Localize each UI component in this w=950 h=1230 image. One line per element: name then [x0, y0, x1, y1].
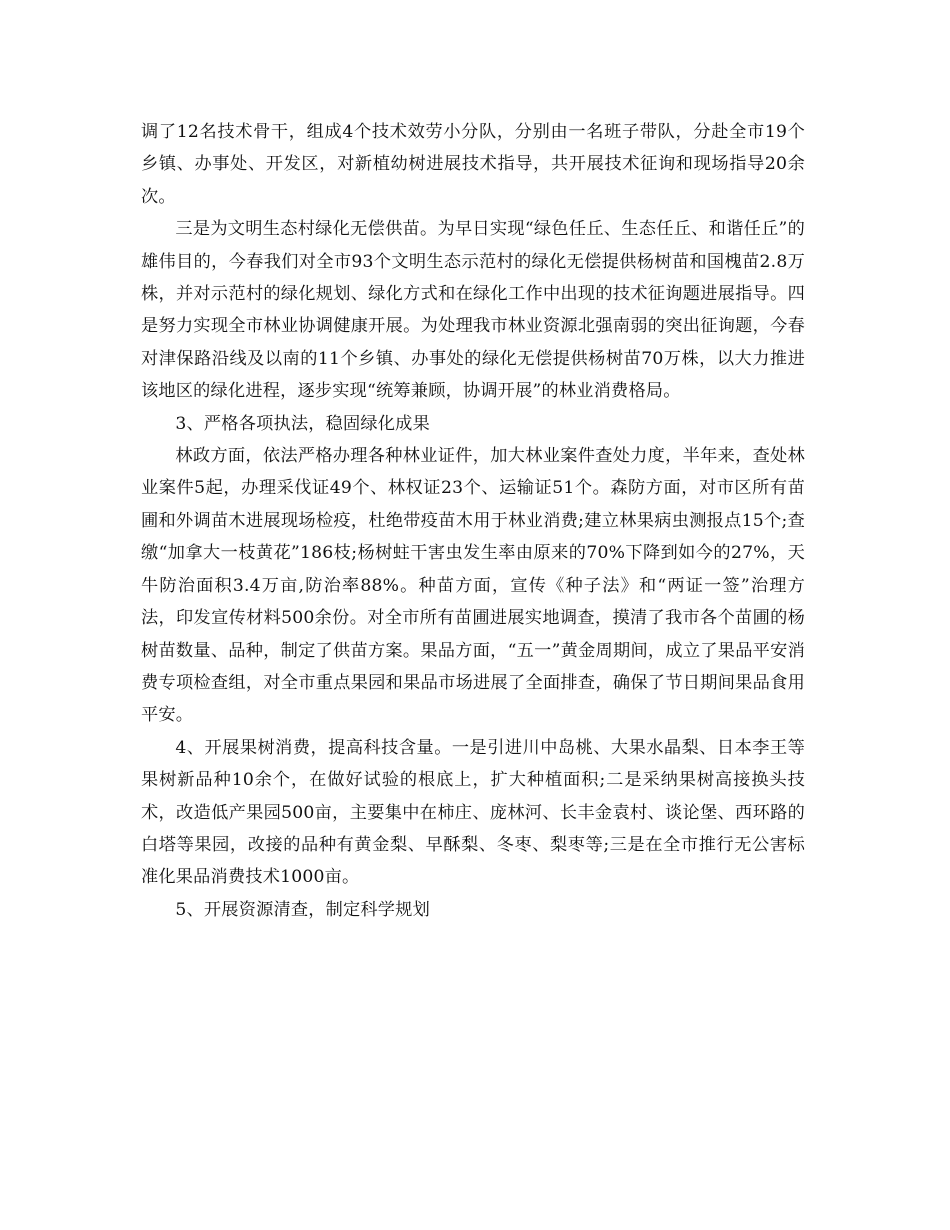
paragraph-fruit-tree-production: 4、开展果树消费，提高科技含量。一是引进川中岛桃、大果水晶梨、日本李王等果树新品种10余个，在做好试验的根底上，扩大种植面积;二是采纳果树高接换头技术，改造低产果园500亩，主要集中在柿庄、庞林河、长丰金袁村、谈论堡、西环路的白塔等果园，改接的品种有黄金梨、早酥梨、冬枣、梨枣等;三是在全市推行无公害标准化果品消费技术1000亩。	[141, 737, 805, 888]
paragraph-forestry-enforcement: 林政方面，依法严格办理各种林业证件，加大林业案件查处力度，半年来，查处林业案件5起，办理采伐证49个、林权证23个、运输证51个。森防方面，对市区所有苗圃和外调苗木进展现场检疫，杜绝带疫苗木用于林业消费;建立林果病虫测报点15个;查缴“加拿大一枝黄花”186枝;杨树蛀干害虫发生率由原来的70%下降到如今的27%，天牛防治面积3.4万亩,防治率88%。种苗方面，宣传《种子法》和“两证一签”治理方法，印发宣传材料500余份。对全市所有苗圃进展实地调查，摸清了我市各个苗圃的杨树苗数量、品种，制定了供苗方案。果品方面，“五一”黄金周期间，成立了果品平安消费专项检查组，对全市重点果园和果品市场进展了全面排查，确保了节日期间果品食用平安。	[141, 446, 805, 726]
document-body	[141, 116, 805, 926]
paragraph-continuation: 调了12名技术骨干，组成4个技术效劳小分队，分别由一名班子带队，分赴全市19个乡镇、办事处、开发区，对新植幼树进展技术指导，共开展技术征询和现场指导20余次。	[141, 122, 805, 207]
paragraph-eco-village-seedlings: 三是为文明生态村绿化无偿供苗。为早日实现“绿色任丘、生态任丘、和谐任丘”的雄伟目的，今春我们对全市93个文明生态示范村的绿化无偿提供杨树苗和国槐苗2.8万株，并对示范村的绿化规划、绿化方式和在绿化工作中出现的技术征询题进展指导。四是努力实现全市林业协调健康开展。为处理我市林业资源北强南弱的突出征询题，今春对津保路沿线及以南的11个乡镇、办事处的绿化无偿提供杨树苗70万株，以大力推进该地区的绿化进程，逐步实现“统筹兼顾，协调开展”的林业消费格局。	[141, 219, 805, 402]
section-heading-5: 5、开展资源清查，制定科学规划	[175, 899, 430, 920]
section-heading-3: 3、严格各项执法，稳固绿化成果	[175, 413, 430, 434]
